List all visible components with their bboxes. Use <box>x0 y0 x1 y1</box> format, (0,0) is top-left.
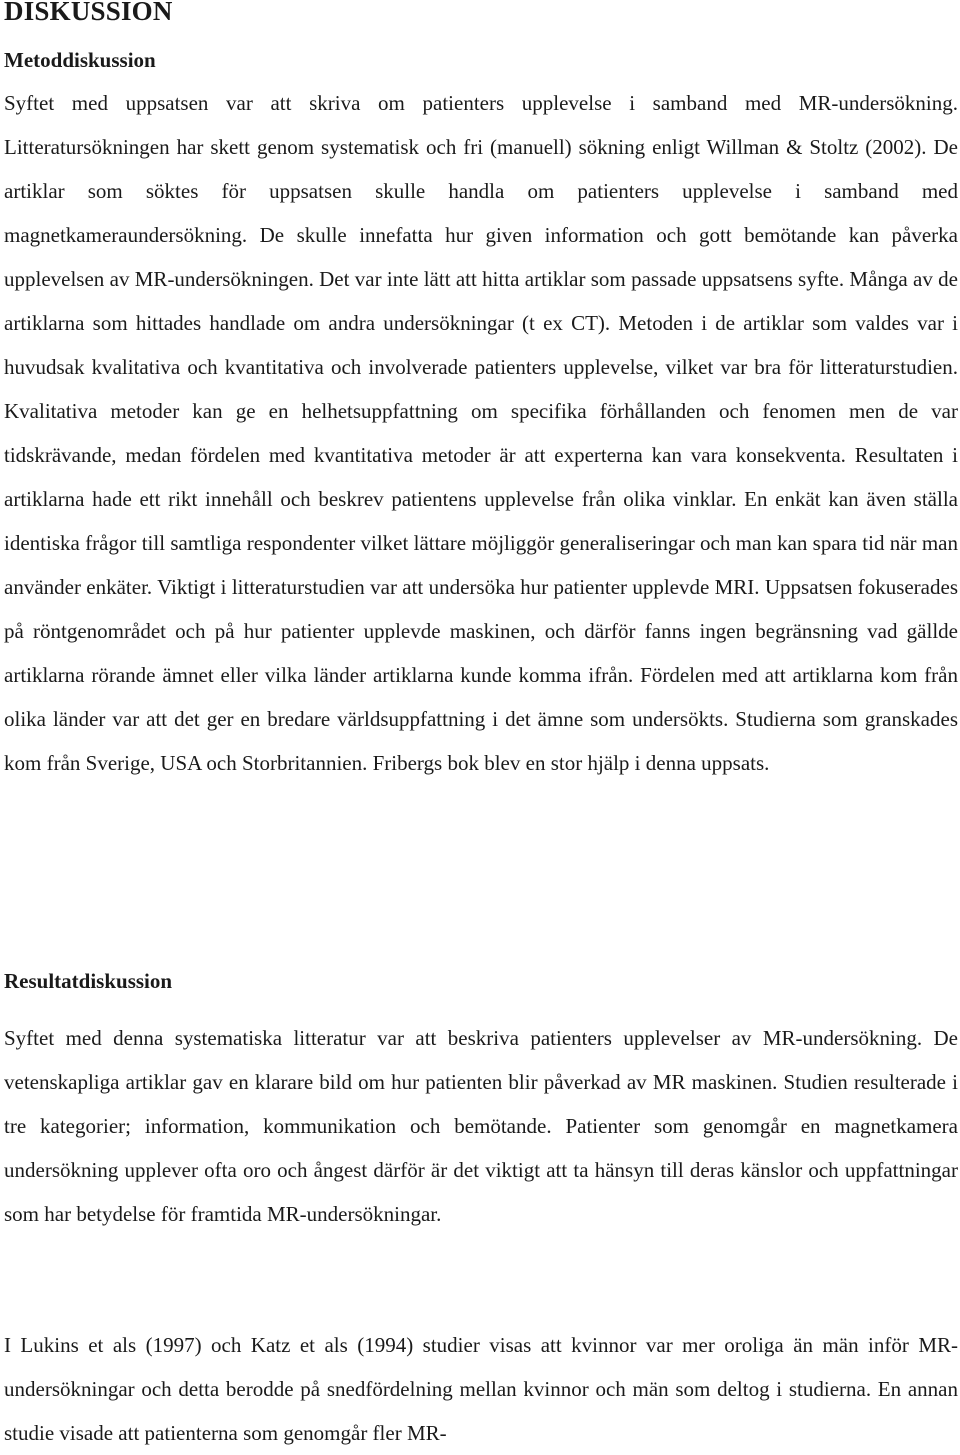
paragraph-resultatdiskussion-1: Syftet med denna systematiska litteratur var att beskriva patienters upplevelser av MR-undersökning. De vetenskapliga artiklar gav en klarare bild om hur patienten blir påverkad av MR maskinen. Studien resulterade i tre kategorier; information, kommunikation och bemötande. Patienter som genomgår en magnetkamera undersökning upplever ofta oro och ångest därför är det viktigt att ta hänsyn till deras känslor och uppfattningar som har betydelse för framtida MR-undersökningar. <box>4 1026 958 1226</box>
section-heading-resultatdiskussion: Resultatdiskussion <box>4 969 173 993</box>
paragraph-resultatdiskussion-2: I Lukins et als (1997) och Katz et als (1994) studier visas att kvinnor var mer oroliga än män inför MR-undersökningar och detta berodde på snedfördelning mellan kvinnor och män som deltog i studierna. En annan studie visade att patienterna som genomgår fler MR- <box>4 1333 958 1445</box>
paragraph-metoddiskussion: Syftet med uppsatsen var att skriva om patienters upplevelse i samband med MR-undersökning. Litteratursökningen har skett genom systematisk och fri (manuell) sökning enligt Willman & Stoltz (2002). De artiklar som söktes för uppsatsen skulle handla om patienters upplevelse i samband med magnetkameraundersökning. De skulle innefatta hur given information och gott bemötande kan påverka upplevelsen av MR-undersökningen. Det var inte lätt att hitta artiklar som passade uppsatsens syfte. Många av de artiklarna som hittades handlade om andra undersökningar (t ex CT). Metoden i de artiklar som valdes var i huvudsak kvalitativa och kvantitativa och involverade patienters upplevelse, vilket var bra för litteraturstudien. Kvalitativa metoder kan ge en helhetsuppfattning om specifika förhållanden och fenomen men de var tidskrävande, medan fördelen med kvantitativa metoder är att experterna kan vara konsekventa. Resultaten i artiklarna hade ett rikt innehåll och beskrev patientens upplevelse från olika vinklar. En enkät kan även ställa identiska frågor till samtliga respondenter vilket lättare möjliggör generaliseringar och man kan spara tid när man använder enkäter. Viktigt i litteraturstudien var att undersöka hur patienter upplevde MRI. Uppsatsen fokuserades på röntgenområdet och på hur patienter upplevde maskinen, och därför fanns ingen begränsning vad gällde artiklarna rörande ämnet eller vilka länder artiklarna kunde komma ifrån. Fördelen med att artiklarna kom från olika länder var att det ger en bredare världsuppfattning i det ämne som undersökts. Studierna som granskades kom från Sverige, USA och Storbritannien. Fribergs bok blev en stor hjälp i denna uppsats. <box>4 91 958 775</box>
section-heading-metoddiskussion: Metoddiskussion <box>4 48 156 72</box>
page-title: DISKUSSION <box>4 0 173 26</box>
